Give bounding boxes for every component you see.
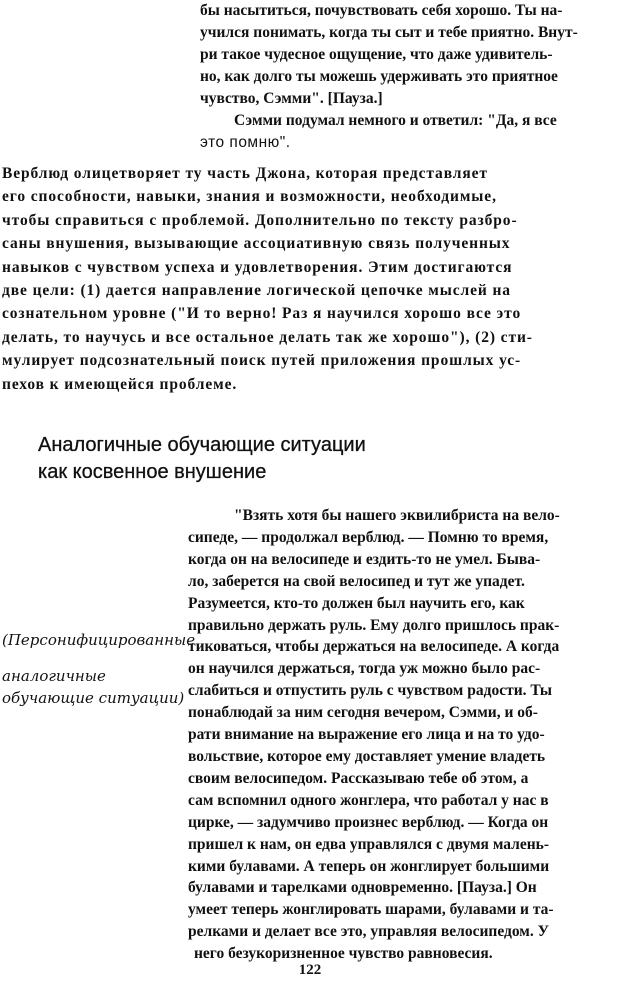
text-line: сознательном уровне ("И то верно! Раз я научился хорошо все это [2, 305, 522, 323]
text-line: сам вспомнил одного жонглера, что работал у нас в [188, 791, 549, 809]
text-line: навыков с чувством успеха и удовлетворения. Этим достигаются [2, 258, 513, 276]
text-line: когда он на велосипеде и ездить-то не умел. Быва- [188, 550, 541, 568]
text-line: релками и делает все это, управляя велосипедом. У [188, 923, 549, 941]
heading-line: как косвенное внушение [38, 461, 267, 483]
text-line: саны внушения, вызывающие ассоциативную связь полученных [2, 235, 511, 253]
text-line: бы насытиться, почувствовать себя хорошо. Ты на- [200, 2, 563, 19]
text-line: булавами и тарелками одновременно. [Пауза.] Он [188, 879, 537, 897]
text-line: тиковаться, чтобы держаться на велосипеде. А когда [188, 638, 560, 656]
text-line: ло, заберется на свой велосипед и тут же упадет. [188, 572, 525, 590]
text-line: цирке, — задумчиво произнес верблюд. — Когда он [188, 813, 549, 831]
margin-note-line: (Персонифицированные [2, 631, 196, 649]
text-line: слабиться и отпустить руль с чувством радости. Ты [188, 682, 553, 700]
text-line: это помню". [200, 134, 291, 151]
text-line: Разумеется, кто-то должен был научить его, как [188, 594, 525, 612]
text-line: умеет теперь жонглировать шарами, булавами и та- [188, 901, 554, 919]
text-line-content: Сэмми подумал немного и ответил: "Да, я все [234, 112, 557, 129]
text-line [200, 110, 600, 132]
margin-note-line: обучающие ситуации) [2, 689, 185, 707]
text-line: делать, то научусь и все остальное делать так же хорошо"), (2) сти- [2, 328, 533, 346]
text-line: рати внимание на выражение его лица и на то удо- [188, 726, 545, 744]
margin-note-line: аналогичные [2, 667, 106, 685]
text-line: чтобы справиться с проблемой. Дополнительно по тексту разбро- [2, 211, 518, 229]
text-line: мулирует подсознательный поиск путей приложения прошлых ус- [2, 352, 522, 370]
text-line: понаблюдай за ним сегодня вечером, Сэмми, и об- [188, 704, 538, 722]
text-line: учился понимать, когда ты сыт и тебе приятно. Внут- [200, 24, 578, 41]
text-line [188, 505, 608, 527]
text-line: пришел к нам, он едва управлялся с двумя малень- [188, 835, 550, 853]
text-line: вольствие, которое ему доставляет умение владеть [188, 747, 546, 765]
story-paragraph [188, 505, 608, 965]
section-heading [38, 432, 366, 486]
text-line: Верблюд олицетворяет ту часть Джона, которая представляет [2, 165, 488, 182]
text-line: он научился держаться, тогда уж можно было рас- [188, 660, 541, 678]
text-line: пехов к имеющейся проблеме. [2, 375, 238, 393]
text-line: его способности, навыки, знания и возможности, необходимые, [2, 188, 497, 206]
text-line-content: него безукоризненное чувство равновесия. [194, 945, 493, 963]
text-line: ри такое чудесное ощущение, что даже удивитель- [200, 46, 553, 63]
text-line: своим велосипедом. Рассказываю тебе об этом, а [188, 769, 529, 787]
text-line: сипеде, — продолжал верблюд. — Помню то время, [188, 528, 549, 546]
text-line: кими булавами. А теперь он жонглирует большими [188, 857, 550, 875]
heading-line: Аналогичные обучающие ситуации [38, 434, 366, 456]
text-line: правильно держать руль. Ему долго пришлось прак- [188, 616, 560, 634]
top-paragraph [200, 0, 600, 154]
page-number: 122 [298, 962, 322, 978]
text-line: но, как долго ты можешь удерживать это приятное [200, 68, 558, 85]
text-line: чувство, Сэмми". [Пауза.] [200, 90, 383, 107]
text-line-content: "Взять хотя бы нашего эквилибриста на вело- [234, 507, 560, 524]
commentary-paragraph [2, 162, 612, 396]
text-line: две цели: (1) дается направление логической цепочке мыслей на [2, 282, 511, 300]
